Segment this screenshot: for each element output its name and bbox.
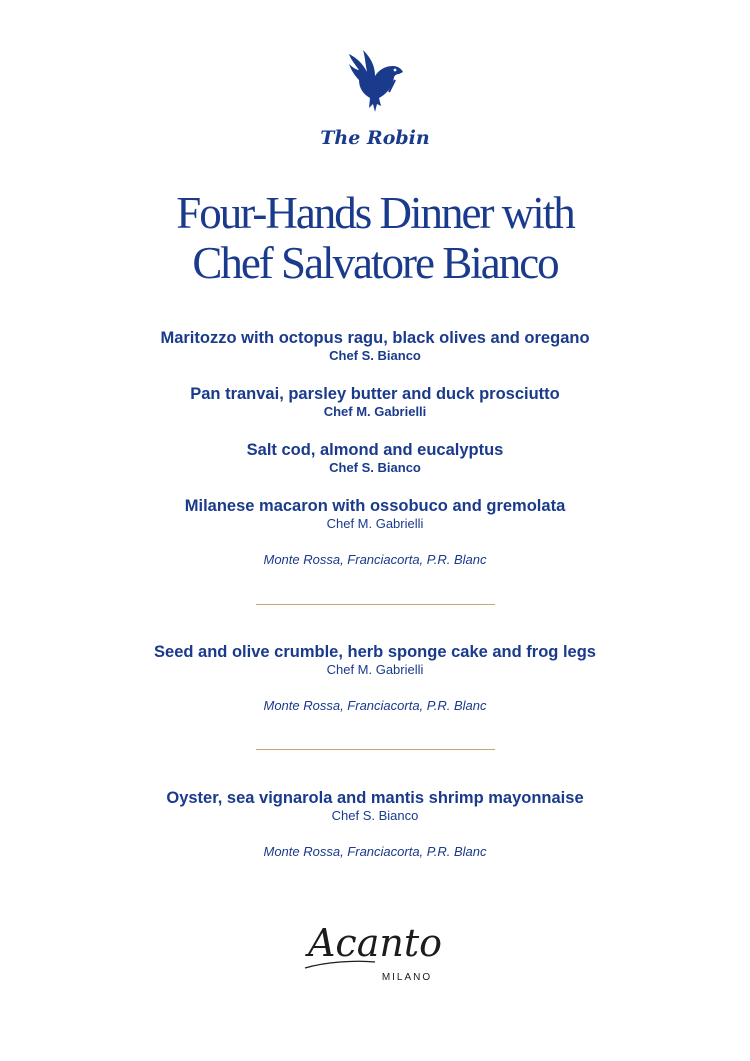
dish-name: Salt cod, almond and eucalyptus <box>246 441 504 459</box>
course-item <box>0 328 750 364</box>
course-item <box>0 642 750 678</box>
chef-name: Chef M. Gabrielli <box>326 662 424 677</box>
chef-name: Chef M. Gabrielli <box>326 516 424 531</box>
logo-script-text: Acanto <box>307 921 443 965</box>
wine-pairing: Monte Rossa, Franciacorta, P.R. Blanc <box>263 552 487 567</box>
brand-name: The Robin <box>320 127 430 149</box>
page-title <box>0 188 750 288</box>
course-group-1 <box>0 328 750 568</box>
title-line-2: Chef Salvatore Bianco <box>192 238 558 288</box>
section-divider <box>256 749 495 750</box>
wine-pairing: Monte Rossa, Franciacorta, P.R. Blanc <box>263 844 487 859</box>
course-group-3 <box>0 788 750 860</box>
dish-name: Oyster, sea vignarola and mantis shrimp mayonnaise <box>166 789 584 807</box>
dish-name: Pan tranvai, parsley butter and duck prosciutto <box>190 385 560 403</box>
chef-name: Chef S. Bianco <box>329 460 421 475</box>
chef-name: Chef M. Gabrielli <box>323 404 427 419</box>
course-item <box>0 384 750 420</box>
wine-pairing: Monte Rossa, Franciacorta, P.R. Blanc <box>263 698 487 713</box>
section-divider <box>256 604 495 605</box>
course-item <box>0 440 750 476</box>
course-group-2 <box>0 642 750 714</box>
robin-bird-icon <box>343 48 407 122</box>
course-item <box>0 788 750 824</box>
title-line-1: Four-Hands Dinner with <box>176 188 574 238</box>
chef-name: Chef S. Bianco <box>331 808 419 823</box>
logo-subtext: MILANO <box>381 972 433 983</box>
dish-name: Milanese macaron with ossobuco and gremolata <box>184 497 566 515</box>
dish-name: Seed and olive crumble, herb sponge cake and frog legs <box>154 643 596 661</box>
course-item <box>0 496 750 532</box>
dish-name: Maritozzo with octopus ragu, black olives and oregano <box>160 329 590 347</box>
acanto-milano-logo <box>295 912 455 984</box>
chef-name: Chef S. Bianco <box>329 348 421 363</box>
